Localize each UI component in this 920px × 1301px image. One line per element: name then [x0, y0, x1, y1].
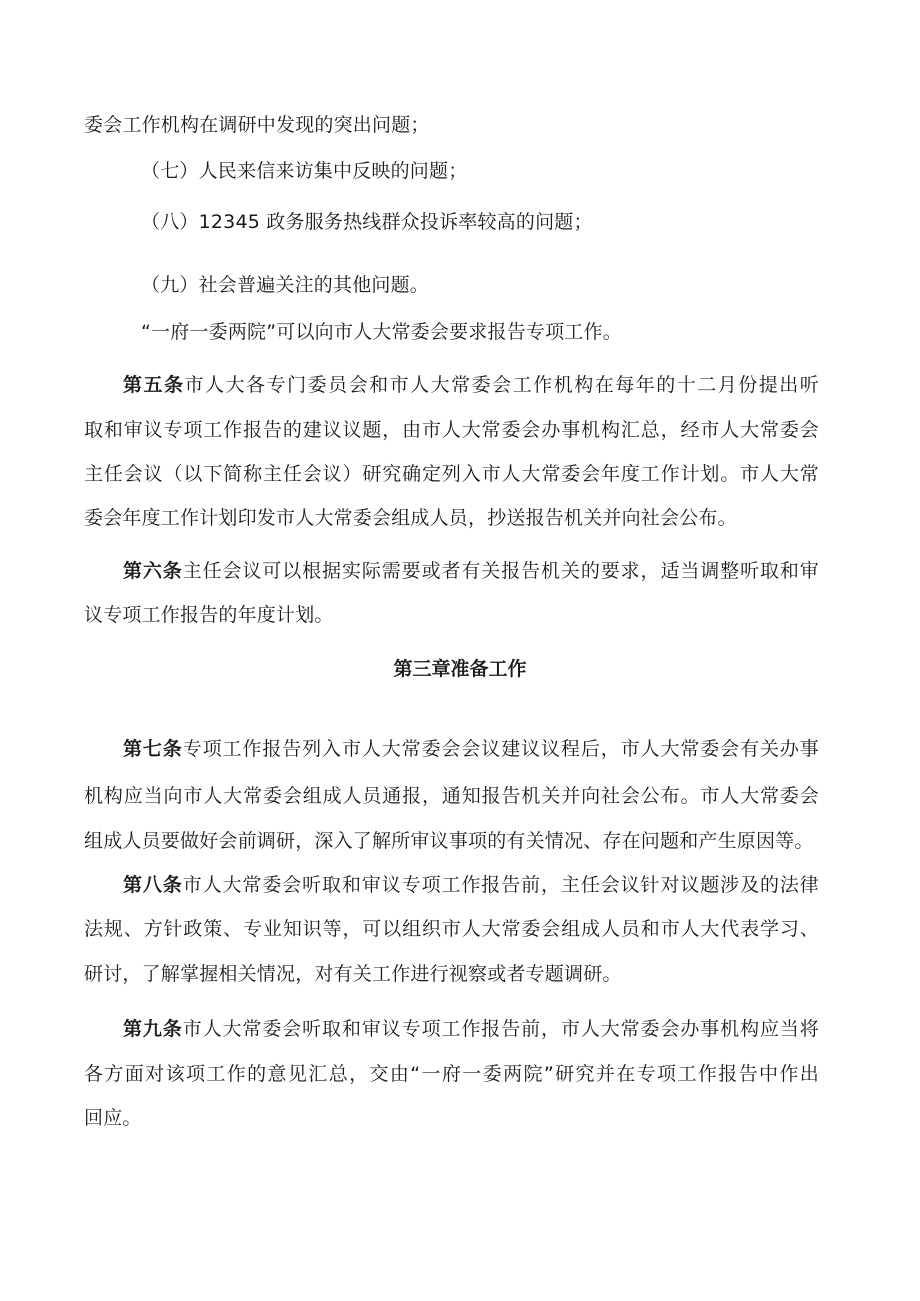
- article-7-line-2: 机构应当向市人大常委会组成人员通报，通知报告机关并向社会公布。市人大常委会: [84, 785, 819, 807]
- article-9-line-2: 各方面对该项工作的意见汇总，交由“一府一委两院”研究并在专项工作报告中作出: [84, 1063, 819, 1085]
- item-eight: （八）12345 政务服务热线群众投诉率较高的问题；: [141, 211, 593, 233]
- article-7-first-line: [123, 737, 819, 761]
- article-8-first-line: [123, 873, 819, 897]
- article-8-text: 市人大常委会听取和审议专项工作报告前，主任会议针对议题涉及的法律: [182, 874, 819, 896]
- item-nine: （九）社会普遍关注的其他问题。: [141, 274, 430, 296]
- article-8-line-2: 法规、方针政策、专业知识等，可以组织市人大常委会组成人员和市人大代表学习、: [84, 918, 819, 940]
- article-6-label: 第六条: [123, 560, 183, 582]
- article-5-line-3: 主任会议（以下简称主任会议）研究确定列入市人大常委会年度工作计划。市人大常: [84, 463, 819, 485]
- article-9-line-3: 回应。: [84, 1107, 142, 1129]
- article-7-label: 第七条: [123, 738, 183, 760]
- article-5-first-line: [123, 373, 819, 397]
- article-7-line-3: 组成人员要做好会前调研，深入了解所审议事项的有关情况、存在问题和产生原因等。: [84, 830, 814, 852]
- article-5-text: 市人大各专门委员会和市人大常委会工作机构在每年的十二月份提出听: [184, 374, 819, 396]
- article-8-line-3: 研讨，了解掌握相关情况，对有关工作进行视察或者专题调研。: [84, 963, 622, 985]
- article-6-first-line: [123, 559, 819, 583]
- article-5-label: 第五条: [123, 374, 185, 396]
- article-8-label: 第八条: [123, 874, 183, 896]
- article-9-text: 市人大常委会听取和审议专项工作报告前，市人大常委会办事机构应当将: [182, 1018, 819, 1040]
- article-5-line-4: 委会年度工作计划印发市人大常委会组成人员，抄送报告机关并向社会公布。: [84, 507, 737, 529]
- article-9-first-line: [123, 1017, 819, 1041]
- continued-line: 委会工作机构在调研中发现的突出问题；: [84, 114, 430, 136]
- article-6-text: 主任会议可以根据实际需要或者有关报告机关的要求，适当调整听取和审: [182, 560, 819, 582]
- article-7-text: 专项工作报告列入市人大常委会会议建议议程后，市人大常委会有关办事: [182, 738, 819, 760]
- article-6-line-2: 议专项工作报告的年度计划。: [84, 604, 334, 626]
- article-5-line-2: 取和审议专项工作报告的建议议题，由市人大常委会办事机构汇总，经市人大常委会: [84, 419, 819, 441]
- item-seven: （七）人民来信来访集中反映的问题；: [141, 160, 468, 182]
- report-request-line: “一府一委两院”可以向市人大常委会要求报告专项工作。: [141, 321, 622, 343]
- article-9-label: 第九条: [123, 1018, 183, 1040]
- chapter-heading: 第三章准备工作: [393, 658, 527, 680]
